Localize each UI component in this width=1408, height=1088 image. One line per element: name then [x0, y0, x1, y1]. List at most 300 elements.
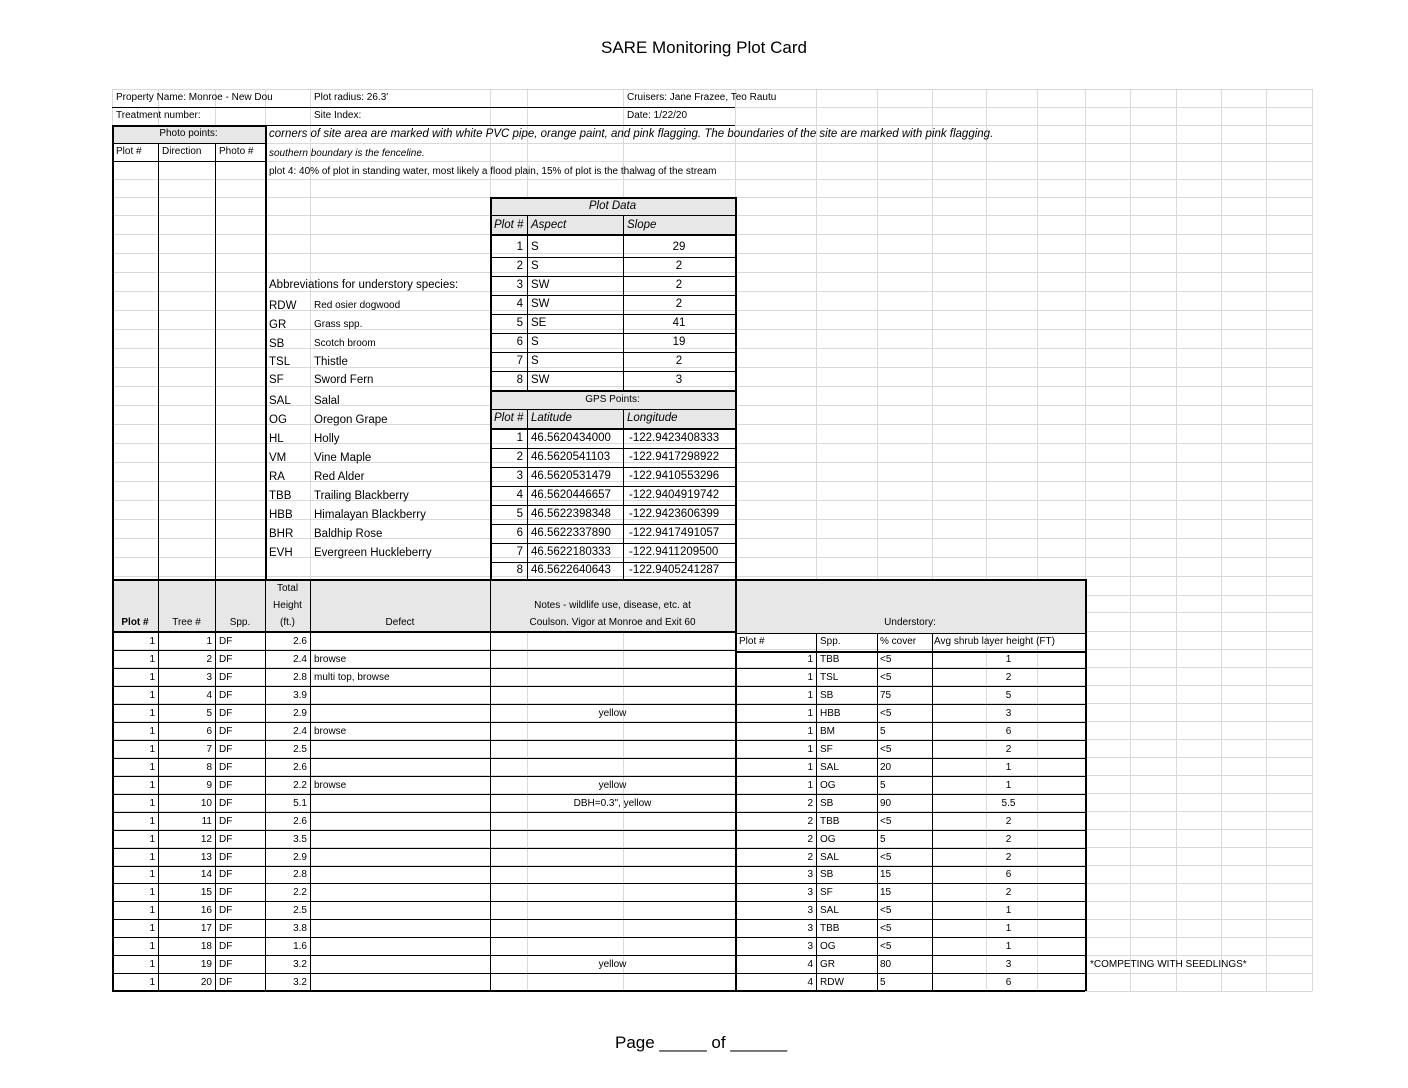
gps-latitude: 46.5620531479 [531, 470, 611, 482]
understory-cover: 15 [880, 869, 892, 880]
understory-species: GR [820, 959, 835, 970]
rule-line [490, 579, 491, 991]
gps-longitude: -122.9417298922 [629, 451, 720, 463]
tree-species: DF [219, 887, 233, 898]
abbrev-code: GR [269, 319, 287, 331]
abbrev-name: Himalayan Blackberry [314, 509, 426, 521]
gps-col-header: Latitude [531, 412, 572, 424]
tree-number: 20 [200, 977, 212, 988]
plot-data-plot: 3 [516, 279, 523, 291]
rule-line [310, 579, 311, 991]
tree-col-header: Defect [385, 617, 415, 628]
tree-plot: 1 [149, 887, 155, 898]
understory-species: TBB [820, 654, 840, 665]
understory-height: 1 [1005, 780, 1012, 791]
gps-plot: 7 [516, 546, 523, 558]
understory-plot: 1 [807, 654, 813, 665]
rule-line [527, 215, 528, 390]
tree-plot: 1 [149, 744, 155, 755]
tree-species: DF [219, 816, 233, 827]
abbrev-code: RDW [269, 300, 297, 312]
tree-species: DF [219, 744, 233, 755]
gps-longitude: -122.9404919742 [629, 489, 720, 501]
tree-plot: 1 [149, 636, 155, 647]
rule-line [265, 579, 266, 991]
plot-data-aspect: SE [531, 317, 547, 329]
gps-plot: 6 [516, 527, 523, 539]
understory-cover: 5 [880, 977, 886, 988]
tree-species: DF [219, 941, 233, 952]
tree-height: 2.6 [293, 816, 307, 827]
tree-height: 3.5 [293, 834, 307, 845]
understory-cover: 15 [880, 887, 892, 898]
understory-height: 6 [1005, 726, 1012, 737]
treatment-number: Treatment number: [116, 110, 201, 121]
gps-longitude: -122.9417491057 [629, 527, 720, 539]
tree-number: 6 [206, 726, 212, 737]
plot-data-plot: 6 [516, 336, 523, 348]
understory-height: 3 [1005, 708, 1012, 719]
photo-col-header: Direction [162, 146, 202, 157]
understory-species: TSL [820, 672, 839, 683]
abbrev-name: Grass spp. [314, 319, 363, 330]
tree-col-header: Height [273, 600, 302, 611]
gps-latitude: 46.5620541103 [531, 451, 611, 463]
abbrev-name: Oregon Grape [314, 414, 388, 426]
understory-cover: 20 [880, 762, 892, 773]
understory-cover: <5 [880, 816, 892, 827]
plot-data-plot: 2 [516, 260, 523, 272]
understory-plot: 1 [807, 672, 813, 683]
understory-cover: 5 [880, 780, 886, 791]
tree-defect: multi top, browse [314, 672, 390, 683]
understory-height: 2 [1005, 852, 1012, 863]
tree-col-header: Coulson. Vigor at Monroe and Exit 60 [529, 617, 696, 628]
tree-notes: yellow [598, 780, 627, 791]
tree-species: DF [219, 672, 233, 683]
plot-data-plot: 5 [516, 317, 523, 329]
tree-number: 13 [200, 852, 212, 863]
plot-data-col-header: Plot # [494, 219, 524, 231]
plot-data-slope: 2 [675, 298, 683, 310]
understory-plot: 3 [807, 887, 813, 898]
understory-species: TBB [820, 816, 840, 827]
understory-species: SB [820, 869, 834, 880]
abbrev-name: Red osier dogwood [314, 300, 401, 311]
abbrev-code: EVH [269, 547, 293, 559]
plot-data-slope: 3 [675, 374, 683, 386]
tree-col-header: (ft.) [280, 617, 295, 628]
plot-radius: Plot radius: 26.3' [314, 92, 389, 103]
rule-line [112, 125, 114, 579]
tree-height: 3.2 [293, 977, 307, 988]
site-note: plot 4: 40% of plot in standing water, most likely a flood plain, 15% of plot is the thalwag of the stream [269, 166, 717, 177]
understory-plot: 4 [807, 959, 813, 970]
tree-plot: 1 [149, 654, 155, 665]
understory-species: RDW [820, 977, 844, 988]
abbrev-name: Thistle [314, 356, 348, 368]
tree-height: 2.5 [293, 905, 307, 916]
plot-data-aspect: SW [531, 374, 550, 386]
rule-line [527, 409, 528, 579]
understory-height: 5.5 [1001, 798, 1016, 809]
page-title: SARE Monitoring Plot Card [601, 38, 807, 57]
tree-number: 8 [206, 762, 212, 773]
understory-height: 2 [1005, 672, 1012, 683]
understory-height: 2 [1005, 816, 1012, 827]
understory-plot: 2 [807, 834, 813, 845]
abbrev-name: Scotch broom [314, 338, 376, 349]
understory-species: BM [820, 726, 835, 737]
rule-line [735, 991, 1085, 992]
tree-height: 2.4 [293, 726, 307, 737]
rule-line [735, 633, 1085, 634]
tree-number: 1 [206, 636, 212, 647]
side-note: *COMPETING WITH SEEDLINGS* [1090, 959, 1247, 970]
tree-defect: browse [314, 726, 347, 737]
gps-plot: 1 [516, 432, 523, 444]
tree-height: 3.8 [293, 923, 307, 934]
understory-height: 2 [1005, 744, 1012, 755]
tree-height: 2.4 [293, 654, 307, 665]
tree-height: 3.9 [293, 690, 307, 701]
tree-number: 17 [200, 923, 212, 934]
understory-cover: <5 [880, 923, 892, 934]
tree-species: DF [219, 690, 233, 701]
rule-line [490, 197, 735, 199]
plot-data-slope: 2 [675, 260, 683, 272]
tree-height: 2.9 [293, 708, 307, 719]
gps-latitude: 46.5622180333 [531, 546, 611, 558]
understory-title: Understory: [884, 617, 936, 628]
gps-longitude: -122.9411209500 [629, 546, 719, 558]
gps-title: GPS Points: [585, 394, 640, 405]
plot-data-col-header: Slope [627, 219, 657, 231]
tree-notes: yellow [598, 959, 627, 970]
understory-cover: <5 [880, 672, 892, 683]
tree-height: 2.6 [293, 762, 307, 773]
gridline [1312, 89, 1313, 991]
gps-longitude: -122.9405241287 [629, 564, 720, 576]
gps-plot: 4 [516, 489, 523, 501]
gps-plot: 2 [516, 451, 523, 463]
understory-height: 1 [1005, 762, 1012, 773]
tree-number: 10 [200, 798, 212, 809]
tree-plot: 1 [149, 798, 155, 809]
rule-line [112, 107, 735, 108]
understory-species: SF [820, 887, 833, 898]
abbrev-name: Sword Fern [314, 374, 374, 386]
rule-line [112, 579, 114, 991]
understory-height: 1 [1005, 923, 1012, 934]
tree-species: DF [219, 636, 233, 647]
tree-number: 2 [206, 654, 212, 665]
plot-data-slope: 19 [672, 336, 686, 348]
gps-longitude: -122.9423408333 [629, 432, 720, 444]
gridline [1130, 89, 1131, 991]
tree-number: 16 [200, 905, 212, 916]
understory-species: OG [820, 941, 836, 952]
tree-plot: 1 [149, 852, 155, 863]
abbrev-code: HL [269, 433, 284, 445]
understory-plot: 4 [807, 977, 813, 988]
tree-number: 7 [206, 744, 212, 755]
tree-height: 2.8 [293, 672, 307, 683]
tree-species: DF [219, 977, 233, 988]
plot-data-plot: 7 [516, 355, 523, 367]
understory-species: SAL [820, 905, 839, 916]
understory-species: OG [820, 834, 836, 845]
understory-plot: 1 [807, 780, 813, 791]
gps-longitude: -122.9423606399 [629, 508, 720, 520]
cruisers: Cruisers: Jane Frazee, Teo Rautu [627, 92, 777, 103]
rule-line [215, 143, 216, 579]
gps-latitude: 46.5620446657 [531, 489, 611, 501]
understory-species: SAL [820, 852, 839, 863]
tree-plot: 1 [149, 869, 155, 880]
plot-data-aspect: S [531, 260, 539, 272]
tree-number: 15 [200, 887, 212, 898]
understory-height: 3 [1005, 959, 1012, 970]
tree-plot: 1 [149, 762, 155, 773]
rule-line [158, 579, 159, 991]
rule-line [623, 409, 624, 579]
gridline [112, 143, 1312, 144]
understory-cover: 75 [880, 690, 892, 701]
understory-height: 2 [1005, 887, 1012, 898]
abbrev-code: OG [269, 414, 287, 426]
tree-number: 4 [206, 690, 212, 701]
understory-plot: 3 [807, 869, 813, 880]
understory-cover: <5 [880, 941, 892, 952]
tree-number: 5 [206, 708, 212, 719]
gps-col-header: Plot # [494, 412, 524, 424]
tree-plot: 1 [149, 941, 155, 952]
abbrev-name: Evergreen Huckleberry [314, 547, 432, 559]
gps-latitude: 46.5620434000 [531, 432, 611, 444]
understory-cover: 5 [880, 726, 886, 737]
understory-species: HBB [820, 708, 841, 719]
understory-species: SB [820, 798, 834, 809]
tree-species: DF [219, 959, 233, 970]
plot-data-aspect: S [531, 336, 539, 348]
tree-number: 3 [206, 672, 212, 683]
understory-cover: <5 [880, 852, 892, 863]
abbrev-code: SF [269, 374, 284, 386]
understory-species: SF [820, 744, 833, 755]
understory-cover: 5 [880, 834, 886, 845]
property-name: Property Name: Monroe - New Dou [116, 92, 273, 103]
abbrev-name: Salal [314, 395, 340, 407]
plot-data-plot: 4 [516, 298, 523, 310]
tree-species: DF [219, 654, 233, 665]
abbrev-name: Red Alder [314, 471, 365, 483]
abbrev-title: Abbreviations for understory species: [269, 279, 459, 291]
photo-points-title: Photo points: [159, 128, 218, 139]
gridline [1221, 89, 1222, 991]
understory-cover: 80 [880, 959, 892, 970]
plot-data-aspect: S [531, 241, 539, 253]
abbrev-name: Baldhip Rose [314, 528, 383, 540]
rule-line [735, 197, 737, 579]
plot-data-col-header: Aspect [531, 219, 567, 231]
tree-height: 2.2 [293, 887, 307, 898]
tree-height: 2.9 [293, 852, 307, 863]
tree-height: 2.5 [293, 744, 307, 755]
tree-number: 9 [206, 780, 212, 791]
rule-line [112, 143, 265, 144]
tree-plot: 1 [149, 672, 155, 683]
tree-number: 12 [200, 834, 212, 845]
plot-data-plot: 8 [516, 374, 523, 386]
tree-height: 3.2 [293, 959, 307, 970]
site-index: Site Index: [314, 110, 362, 121]
tree-species: DF [219, 905, 233, 916]
tree-plot: 1 [149, 905, 155, 916]
rule-line [112, 125, 265, 127]
gps-plot: 3 [516, 470, 523, 482]
abbrev-code: BHR [269, 528, 294, 540]
gps-longitude: -122.9410553296 [629, 470, 720, 482]
tree-plot: 1 [149, 834, 155, 845]
tree-species: DF [219, 852, 233, 863]
understory-plot: 3 [807, 923, 813, 934]
plot-data-slope: 41 [672, 317, 686, 329]
tree-plot: 1 [149, 690, 155, 701]
understory-plot: 2 [807, 816, 813, 827]
plot-data-title: Plot Data [588, 200, 637, 212]
tree-number: 14 [200, 869, 212, 880]
photo-col-header: Plot # [116, 146, 142, 157]
tree-col-header: Plot # [121, 617, 149, 628]
understory-height: 1 [1005, 654, 1012, 665]
abbrev-code: RA [269, 471, 285, 483]
understory-height: 1 [1005, 905, 1012, 916]
understory-plot: 2 [807, 852, 813, 863]
tree-height: 2.6 [293, 636, 307, 647]
tree-col-header: Spp. [229, 617, 251, 628]
tree-species: DF [219, 869, 233, 880]
rule-line [490, 390, 735, 392]
gridline [1176, 89, 1177, 991]
abbrev-code: TBB [269, 490, 292, 502]
plot-data-aspect: SW [531, 279, 550, 291]
understory-col-header: Plot # [739, 636, 765, 647]
tree-species: DF [219, 726, 233, 737]
rule-line [112, 579, 1085, 581]
rule-line [112, 161, 265, 162]
understory-plot: 1 [807, 690, 813, 701]
plot-data-slope: 2 [675, 279, 683, 291]
rule-line [215, 579, 216, 991]
rule-line [623, 215, 624, 390]
plot-data-aspect: S [531, 355, 539, 367]
understory-cover: <5 [880, 654, 892, 665]
tree-defect: browse [314, 654, 347, 665]
gps-latitude: 46.5622337890 [531, 527, 611, 539]
tree-species: DF [219, 780, 233, 791]
understory-plot: 1 [807, 708, 813, 719]
abbrev-code: VM [269, 452, 287, 464]
plot-data-slope: 2 [675, 355, 683, 367]
understory-col-header: Spp. [820, 636, 841, 647]
site-note: corners of site area are marked with white PVC pipe, orange paint, and pink flagging. The boundaries of the site are marked with pink flagging. [269, 128, 994, 140]
photo-col-header: Photo # [219, 146, 254, 157]
gps-plot: 8 [516, 564, 523, 576]
tree-species: DF [219, 708, 233, 719]
abbrev-code: SB [269, 338, 285, 350]
tree-plot: 1 [149, 959, 155, 970]
understory-height: 1 [1005, 941, 1012, 952]
tree-species: DF [219, 923, 233, 934]
page-footer: Page _____ of ______ [615, 1033, 788, 1052]
tree-col-header: Notes - wildlife use, disease, etc. at [534, 600, 691, 611]
understory-species: SAL [820, 762, 839, 773]
abbrev-name: Holly [314, 433, 340, 445]
tree-plot: 1 [149, 708, 155, 719]
gps-col-header: Longitude [627, 412, 678, 424]
tree-notes: DBH=0.3", yellow [573, 798, 652, 809]
rule-line [158, 143, 159, 579]
plot-data-plot: 1 [516, 241, 523, 253]
understory-species: TBB [820, 923, 840, 934]
plot-data-slope: 29 [672, 241, 686, 253]
understory-species: OG [820, 780, 836, 791]
tree-number: 11 [201, 816, 212, 827]
understory-cover: 90 [880, 798, 892, 809]
abbrev-code: SAL [269, 395, 291, 407]
tree-notes: yellow [598, 708, 627, 719]
understory-cover: <5 [880, 708, 892, 719]
gridline [1266, 89, 1267, 991]
tree-plot: 1 [149, 816, 155, 827]
understory-height: 6 [1005, 869, 1012, 880]
tree-height: 1.6 [293, 941, 307, 952]
tree-number: 19 [200, 959, 212, 970]
tree-species: DF [219, 798, 233, 809]
tree-col-header: Total [276, 583, 299, 594]
tree-species: DF [219, 834, 233, 845]
understory-height: 6 [1005, 977, 1012, 988]
understory-plot: 3 [807, 941, 813, 952]
site-note: southern boundary is the fenceline. [269, 148, 425, 159]
tree-height: 5.1 [293, 798, 307, 809]
understory-col-header: Avg shrub layer height (FT) [934, 636, 1055, 647]
abbrev-code: HBB [269, 509, 293, 521]
understory-col-header: % cover [880, 636, 917, 647]
abbrev-code: TSL [269, 356, 291, 368]
gps-latitude: 46.5622640643 [531, 564, 611, 576]
plot-data-aspect: SW [531, 298, 550, 310]
understory-plot: 2 [807, 798, 813, 809]
understory-height: 5 [1005, 690, 1012, 701]
tree-height: 2.2 [293, 780, 307, 791]
understory-plot: 1 [807, 762, 813, 773]
understory-species: SB [820, 690, 834, 701]
tree-col-header: Tree # [172, 617, 201, 628]
tree-plot: 1 [149, 977, 155, 988]
tree-plot: 1 [149, 923, 155, 934]
understory-cover: <5 [880, 905, 892, 916]
understory-plot: 1 [807, 726, 813, 737]
gps-latitude: 46.5622398348 [531, 508, 611, 520]
understory-cover: <5 [880, 744, 892, 755]
understory-plot: 3 [807, 905, 813, 916]
understory-plot: 1 [807, 744, 813, 755]
date: Date: 1/22/20 [627, 110, 688, 121]
gps-plot: 5 [516, 508, 523, 520]
tree-species: DF [219, 762, 233, 773]
